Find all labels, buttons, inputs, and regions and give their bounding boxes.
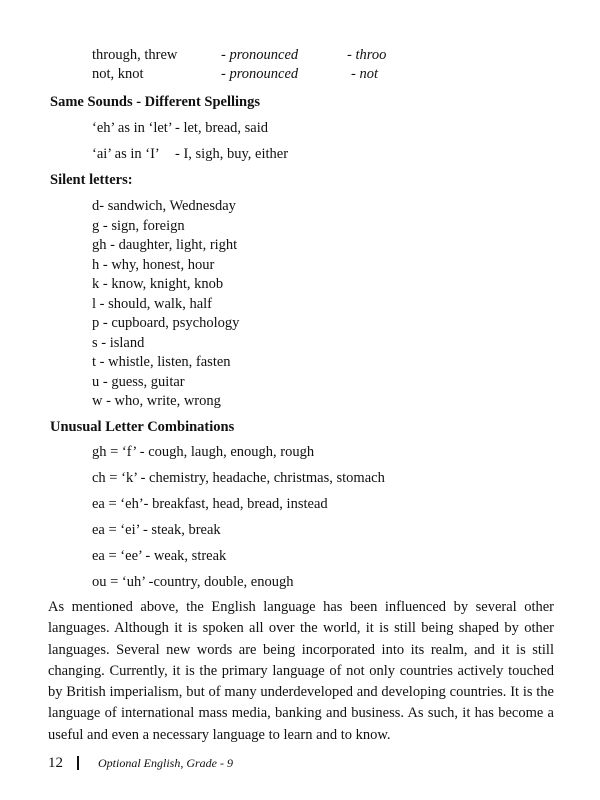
silent-letter-item: u - guess, guitar — [92, 373, 185, 390]
pronunciation-label: - pronounced — [221, 66, 299, 82]
silent-letter-item: d- sandwich, Wednesday — [92, 198, 236, 214]
pronunciation-word: through, threw — [92, 47, 178, 63]
unusual-combinations-heading: Unusual Letter Combinations — [50, 419, 235, 435]
same-sounds-heading: Same Sounds - Different Spellings — [50, 94, 261, 110]
silent-letter-item: p - cupboard, psychology — [92, 315, 240, 331]
combination-item: gh = ‘f’ - cough, laugh, enough, rough — [92, 444, 315, 460]
same-sound-item — [92, 119, 269, 137]
silent-letter-item: l - should, walk, half — [92, 295, 213, 312]
silent-letter-item: k - know, knight, knob — [92, 276, 224, 292]
combination-item: ea = ‘ee’ - weak, streak — [92, 548, 227, 564]
page-number: 12 — [48, 755, 63, 771]
combination-item: ea = ‘ei’ - steak, break — [92, 522, 221, 538]
pronunciation-row — [92, 65, 412, 83]
sound-label: ‘eh’ as in ‘let’ — [92, 120, 173, 136]
silent-letter-item: t - whistle, listen, fasten — [92, 354, 231, 370]
body-paragraph — [48, 597, 554, 746]
pronunciation-result: - not — [351, 66, 378, 82]
silent-letters-heading: Silent letters: — [50, 172, 133, 188]
pronunciation-row — [92, 46, 412, 64]
silent-letter-item: s - island — [92, 334, 145, 351]
sound-label: ‘ai’ as in ‘I’ — [92, 146, 160, 162]
same-sound-item — [92, 145, 289, 163]
pronunciation-result: - throo — [347, 47, 387, 63]
footer-divider — [77, 756, 79, 770]
silent-letter-item: h - why, honest, hour — [92, 256, 215, 273]
combination-item: ou = ‘uh’ -country, double, enough — [92, 574, 294, 590]
sound-examples: - let, bread, said — [175, 120, 269, 136]
paragraph-text: As mentioned above, the English language has been influenced by several other languages. Although it is spoken all over the world, it is still being shaped by other languages. Several new words are being incorporated into its realm, and it is still changing. Currently, it is the primary language of not only countries actively touched by British imperialism, but of many underdeveloped and developing countries. It is the language of international mass media, banking and business. As such, it has become a useful and even a necessary language to learn and to know. — [48, 599, 554, 743]
combination-item: ea = ‘eh’- breakfast, head, bread, instead — [92, 496, 328, 512]
silent-letter-item: g - sign, foreign — [92, 217, 185, 234]
sound-examples: - I, sigh, buy, either — [175, 146, 289, 162]
pronunciation-word: not, knot — [92, 66, 144, 82]
pronunciation-label: - pronounced — [221, 47, 299, 63]
combination-item: ch = ‘k’ - chemistry, headache, christmas, stomach — [92, 470, 385, 486]
silent-letter-item: gh - daughter, light, right — [92, 237, 238, 253]
book-title: Optional English, Grade - 9 — [98, 756, 233, 770]
silent-letter-item: w - who, write, wrong — [92, 393, 221, 409]
